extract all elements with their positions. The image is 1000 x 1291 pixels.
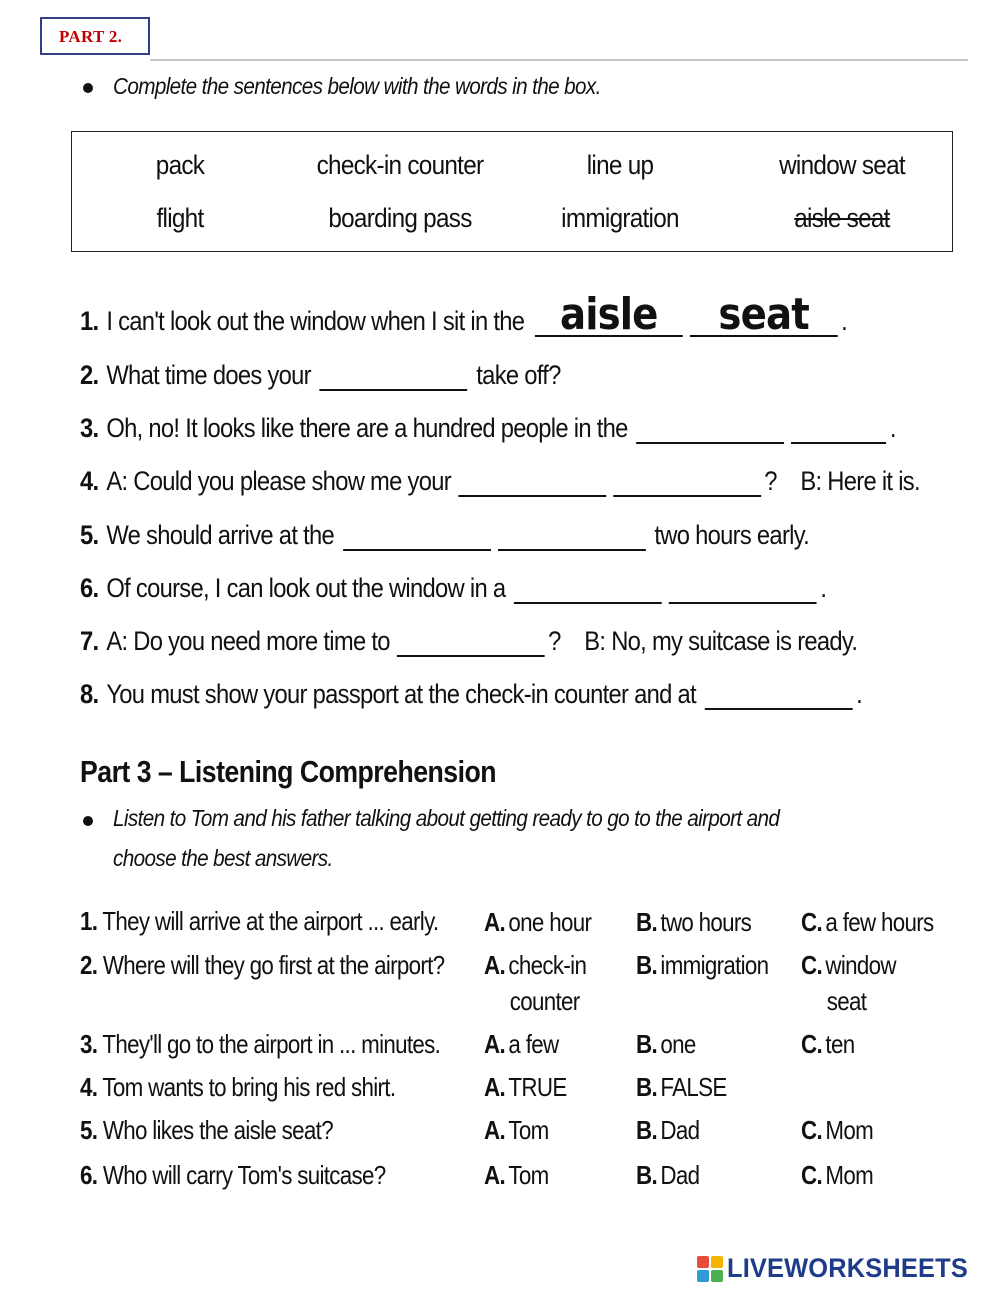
sentence-number: 5. (80, 520, 99, 550)
option-c[interactable]: C. Mom (801, 1115, 874, 1145)
sentence-text: What time does your (106, 360, 311, 390)
sentence-4 (80, 463, 920, 497)
option-b[interactable]: B. immigration (636, 950, 769, 980)
sentence-1 (80, 289, 847, 340)
sentence-text-end: two hours early. (654, 520, 810, 550)
sentence-text-end: . (820, 573, 827, 603)
option-a[interactable]: A. one hour (484, 907, 592, 937)
sentence-text-end: . (889, 413, 896, 443)
sentence-text: I can't look out the window when I sit in the (106, 306, 525, 336)
word-box-item: boarding pass (328, 203, 472, 233)
answer-blank[interactable] (458, 471, 606, 497)
answer-blank[interactable] (669, 578, 817, 604)
handwritten-answer: seat (718, 289, 809, 340)
option-a[interactable]: A. a few (484, 1029, 559, 1059)
part-2-instruction: Complete the sentences below with the words in the box. (113, 73, 601, 99)
answer-blank[interactable] (636, 418, 784, 444)
sentence-number: 6. (80, 573, 99, 603)
answer-blank[interactable] (498, 525, 646, 551)
sentence-text-end: . (856, 679, 863, 709)
sentence-6 (80, 570, 826, 604)
sentence-number: 7. (80, 626, 99, 656)
sentence-text: A: Do you need more time to (106, 626, 390, 656)
option-c[interactable]: C. ten (801, 1029, 855, 1059)
sentence-text-end: take off? (476, 360, 561, 390)
listening-question-1: 1. They will arrive at the airport ... early. (80, 906, 439, 936)
option-a[interactable]: A. TRUE (484, 1072, 567, 1102)
sentence-text-end: . (841, 306, 847, 336)
sentence-text-end: ? B: Here it is. (764, 466, 920, 496)
handwritten-answer: aisle (559, 289, 658, 340)
answer-blank[interactable] (535, 289, 683, 340)
bullet-icon (83, 816, 93, 826)
option-c[interactable]: C. a few hours (801, 907, 934, 937)
sentence-number: 4. (80, 466, 99, 496)
answer-blank[interactable] (343, 525, 491, 551)
sentence-7 (80, 623, 857, 657)
option-a[interactable]: A. check-in counter (484, 950, 587, 1016)
option-c[interactable]: C. window seat (801, 950, 896, 1016)
option-c[interactable]: C. Mom (801, 1160, 874, 1190)
option-a[interactable]: A. Tom (484, 1160, 549, 1190)
part-3-instruction-line-2: choose the best answers. (113, 845, 333, 871)
sentence-text: We should arrive at the (106, 520, 335, 550)
part-3-title: Part 3 – Listening Comprehension (80, 754, 497, 789)
listening-question-4: 4. Tom wants to bring his red shirt. (80, 1072, 396, 1102)
liveworksheets-brand (697, 1253, 983, 1284)
sentence-number: 2. (80, 360, 99, 390)
sentence-2 (80, 357, 561, 391)
answer-blank[interactable] (613, 471, 761, 497)
sentence-number: 8. (80, 679, 99, 709)
option-b[interactable]: B. two hours (636, 907, 752, 937)
sentence-text: You must show your passport at the check-in counter and at (106, 679, 696, 709)
sentence-number: 1. (80, 306, 99, 336)
answer-blank[interactable] (705, 684, 853, 710)
word-box-item: pack (155, 150, 205, 180)
word-box-item: window seat (779, 150, 905, 180)
word-box-item: flight (156, 203, 204, 233)
word-box-item: line up (586, 150, 654, 180)
word-box-item: immigration (561, 203, 679, 233)
option-b[interactable]: B. one (636, 1029, 696, 1059)
answer-blank[interactable] (690, 289, 838, 340)
word-box-item: check-in counter (316, 150, 484, 180)
sentence-text-end: ? B: No, my suitcase is ready. (548, 626, 858, 656)
sentence-text: A: Could you please show me your (106, 466, 451, 496)
option-b[interactable]: B. Dad (636, 1115, 700, 1145)
part-2-label: PART 2. (40, 17, 150, 55)
listening-question-2: 2. Where will they go first at the airport? (80, 950, 445, 980)
sentence-8 (80, 676, 862, 710)
sentence-text: Oh, no! It looks like there are a hundred people in the (106, 413, 628, 443)
sentence-number: 3. (80, 413, 99, 443)
listening-question-6: 6. Who will carry Tom's suitcase? (80, 1160, 386, 1190)
answer-blank[interactable] (397, 631, 545, 657)
word-box-item-struck: aisle seat (794, 203, 890, 233)
option-b[interactable]: B. Dad (636, 1160, 700, 1190)
sentence-text: Of course, I can look out the window in a (106, 573, 506, 603)
sentence-5 (80, 517, 809, 551)
option-b[interactable]: B. FALSE (636, 1072, 727, 1102)
bullet-icon (83, 83, 93, 93)
sentence-3 (80, 410, 896, 444)
listening-question-5: 5. Who likes the aisle seat? (80, 1115, 333, 1145)
header-divider (150, 59, 968, 61)
answer-blank[interactable] (320, 365, 468, 391)
option-a[interactable]: A. Tom (484, 1115, 549, 1145)
listening-question-3: 3. They'll go to the airport in ... minutes. (80, 1029, 441, 1059)
liveworksheets-logo-icon (697, 1256, 723, 1282)
part-3-instruction-line-1: Listen to Tom and his father talking about getting ready to go to the airport and (113, 805, 780, 831)
answer-blank[interactable] (514, 578, 662, 604)
answer-blank[interactable] (791, 418, 886, 444)
brand-text: LIVEWORKSHEETS (727, 1253, 968, 1283)
